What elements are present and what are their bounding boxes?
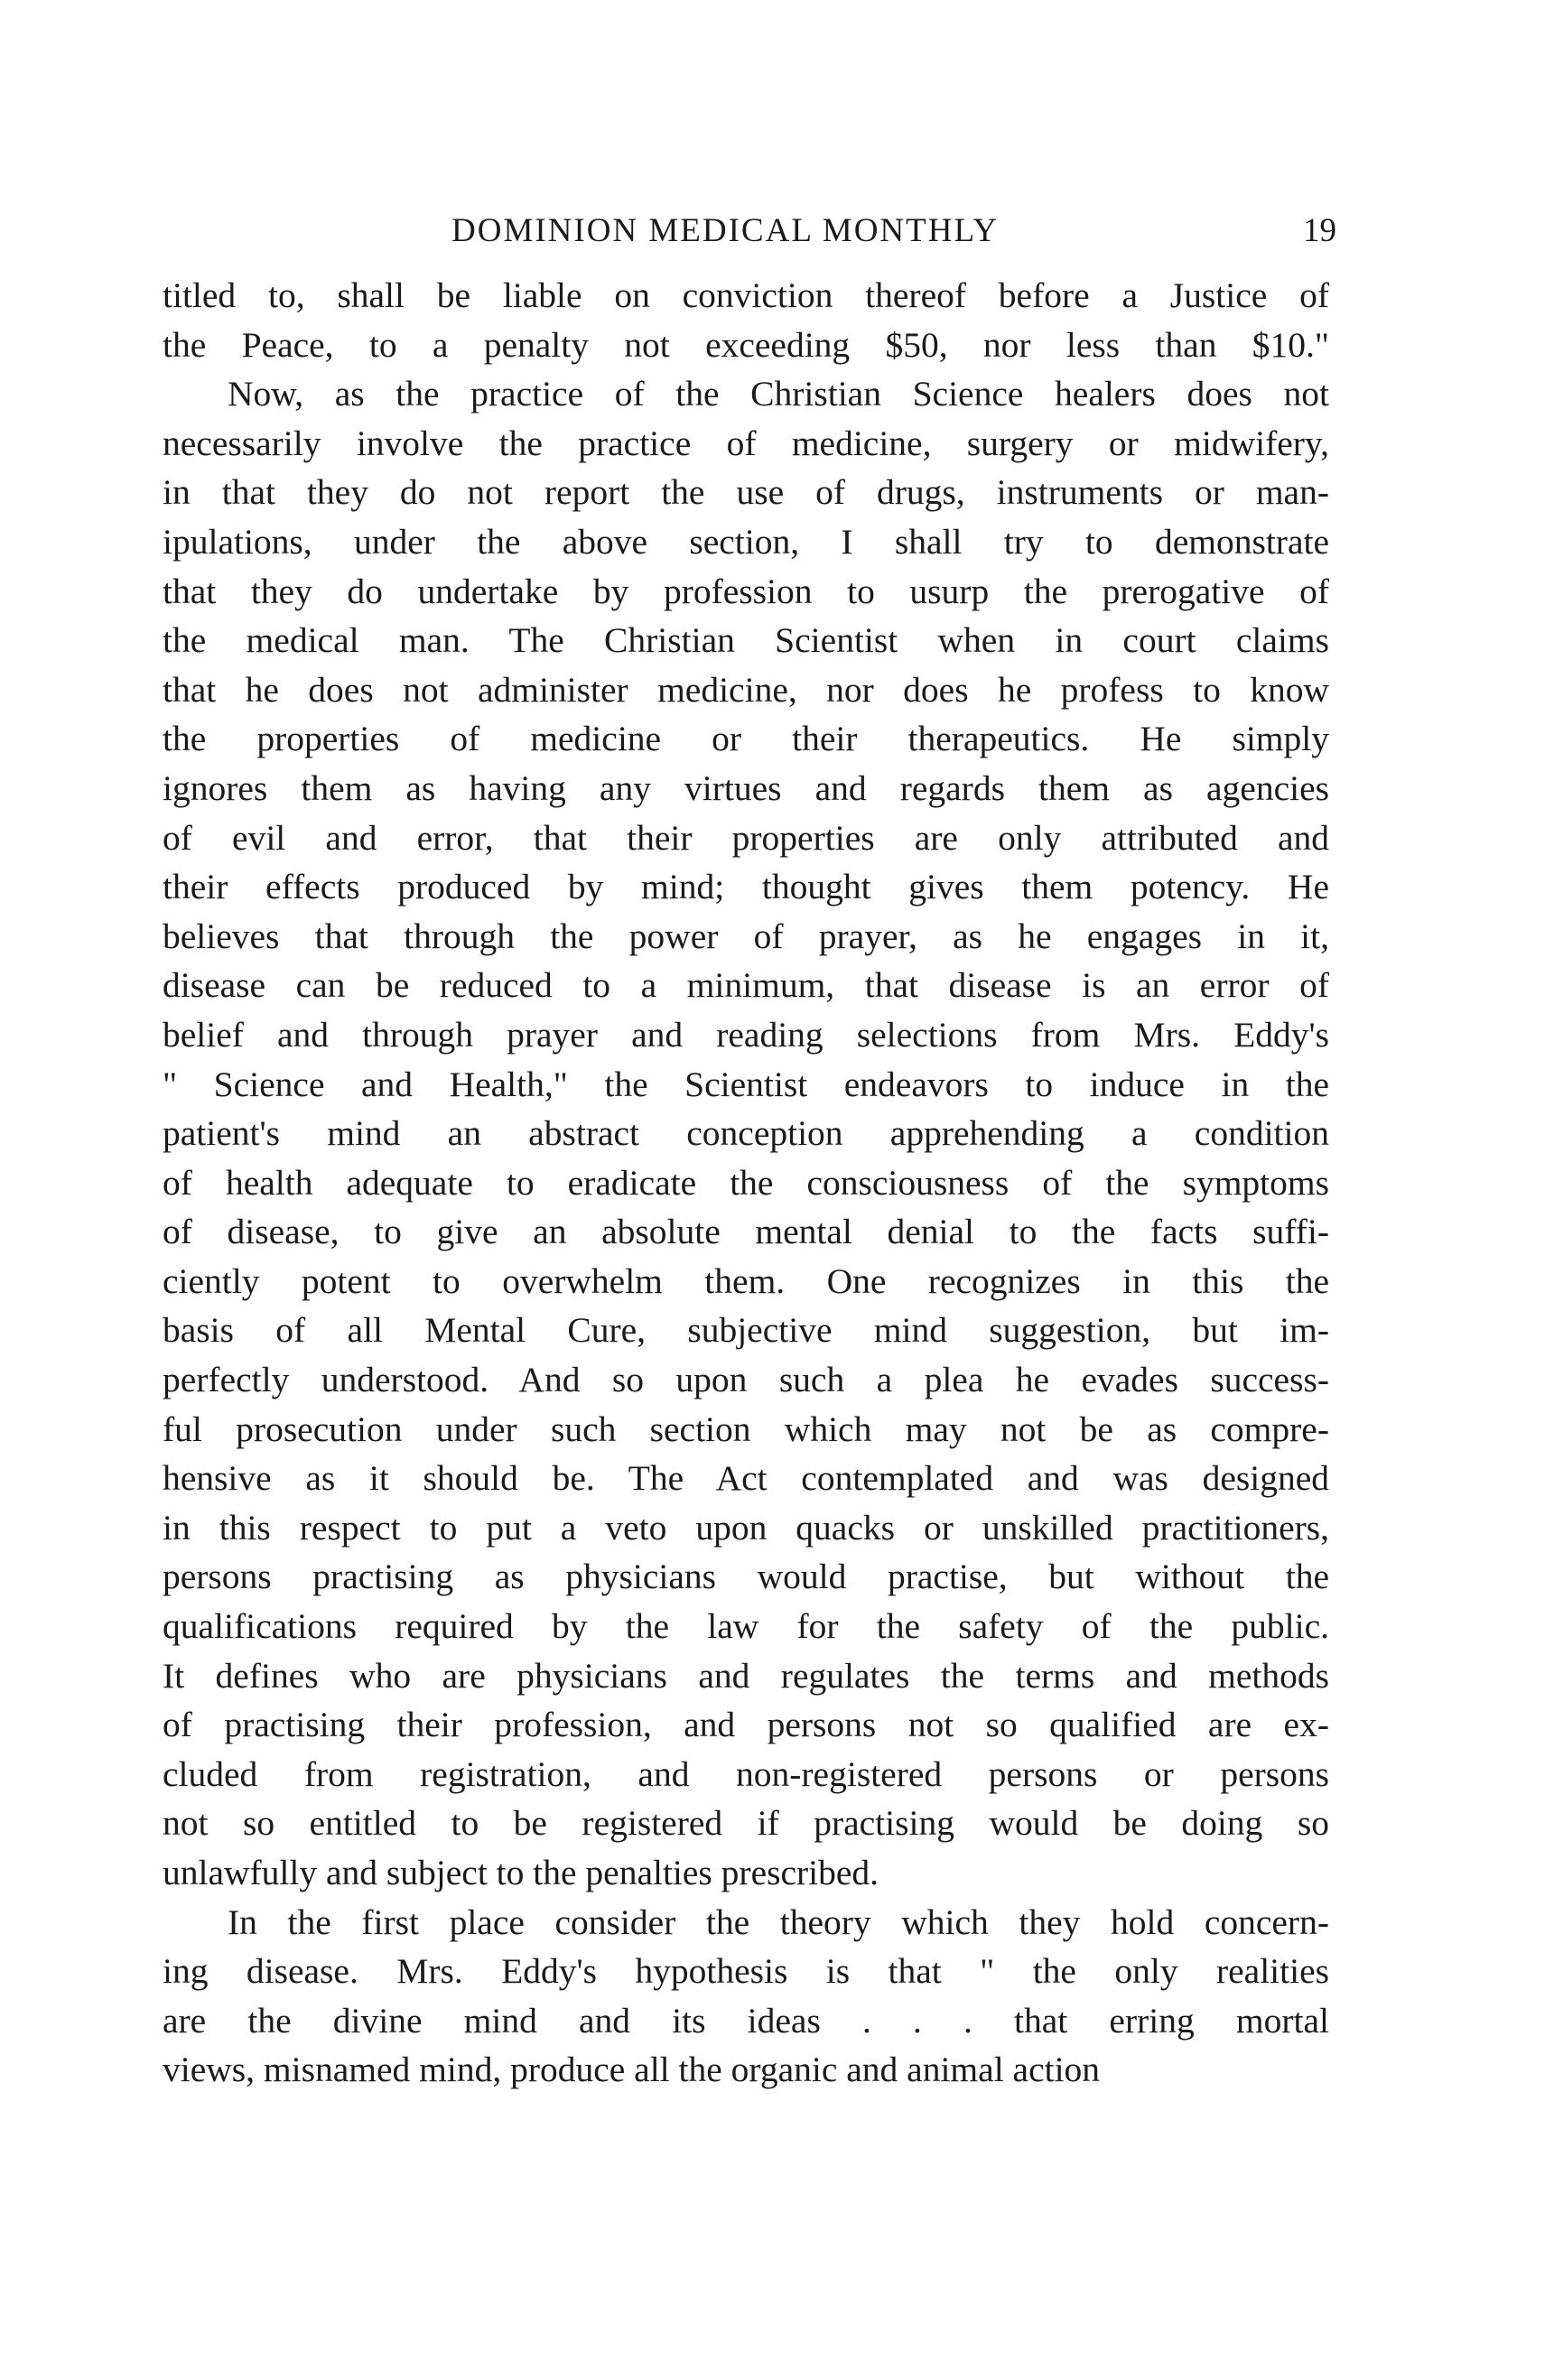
text-line: views, misnamed mind, produce all the organic and animal action — [163, 2050, 1101, 2090]
text-line: the medical man. The Christian Scientist when in court claims — [163, 620, 1329, 661]
text-line: Now, as the practice of the Christian Science healers does not — [228, 374, 1329, 414]
text-line: of practising their profession, and persons not so qualified are ex- — [163, 1705, 1329, 1745]
text-line: in this respect to put a veto upon quacks or unskilled practitioners, — [163, 1507, 1329, 1548]
text-line: qualifications required by the law for the safety of the public. — [163, 1606, 1329, 1647]
text-line: ciently potent to overwhelm them. One recognizes in this the — [163, 1260, 1329, 1301]
text-line: ing disease. Mrs. Eddy's hypothesis is that " the only realities — [163, 1951, 1329, 1992]
text-line: ipulations, under the above section, I shall try to demonstrate — [163, 521, 1329, 562]
text-line: that they do undertake by profession to usurp the prerogative of — [163, 571, 1329, 611]
text-line: cluded from registration, and non-registered persons or persons — [163, 1753, 1329, 1794]
text-line: not so entitled to be registered if practising would be doing so — [163, 1803, 1329, 1844]
text-line: patient's mind an abstract conception apprehending a condition — [163, 1113, 1329, 1154]
text-line: of evil and error, that their properties are only attributed and — [163, 817, 1329, 858]
text-line: in that they do not report the use of drugs, instruments or man- — [163, 472, 1329, 513]
body-text — [163, 271, 1329, 2095]
text-line: are the divine mind and its ideas . . . that erring mortal — [163, 2000, 1329, 2041]
text-line: " Science and Health," the Scientist endeavors to induce in the — [163, 1064, 1329, 1104]
text-line: believes that through the power of prayer, as he engages in it, — [163, 916, 1329, 956]
text-line: disease can be reduced to a minimum, that disease is an error of — [163, 965, 1329, 1006]
text-line: It defines who are physicians and regulates the terms and methods — [163, 1655, 1329, 1696]
text-line: In the first place consider the theory which they hold concern- — [228, 1901, 1329, 1942]
paragraph — [163, 271, 1329, 369]
text-line: basis of all Mental Cure, subjective mind suggestion, but im- — [163, 1310, 1329, 1351]
text-line: titled to, shall be liable on conviction thereof before a Justice of — [163, 275, 1329, 315]
text-line: perfectly understood. And so upon such a plea he evades success- — [163, 1360, 1329, 1400]
text-line: of health adequate to eradicate the consciousness of the symptoms — [163, 1162, 1329, 1203]
journal-title: DOMINION MEDICAL MONTHLY — [451, 212, 1000, 249]
text-line: ignores them as having any virtues and regards them as agencies — [163, 767, 1329, 808]
text-line: the properties of medicine or their therapeutics. He simply — [163, 719, 1329, 759]
page-number: 19 — [1303, 212, 1336, 249]
text-line: the Peace, to a penalty not exceeding $50, nor less than $10." — [163, 324, 1329, 365]
paragraph — [163, 369, 1329, 1897]
text-line: persons practising as physicians would practise, but without the — [163, 1557, 1329, 1597]
text-line: belief and through prayer and reading selections from Mrs. Eddy's — [163, 1014, 1329, 1055]
text-line: unlawfully and subject to the penalties prescribed. — [163, 1853, 879, 1892]
paragraph — [163, 1898, 1329, 2095]
text-line: ful prosecution under such section which may not be as compre- — [163, 1408, 1329, 1449]
text-line: necessarily involve the practice of medicine, surgery or midwifery, — [163, 423, 1329, 463]
text-line: hensive as it should be. The Act contemplated and was designed — [163, 1458, 1329, 1499]
text-line: that he does not administer medicine, nor does he profess to know — [163, 669, 1329, 710]
text-line: of disease, to give an absolute mental denial to the facts suffi- — [163, 1212, 1329, 1252]
text-line: their effects produced by mind; thought gives them potency. He — [163, 867, 1329, 907]
running-header — [163, 211, 1336, 256]
